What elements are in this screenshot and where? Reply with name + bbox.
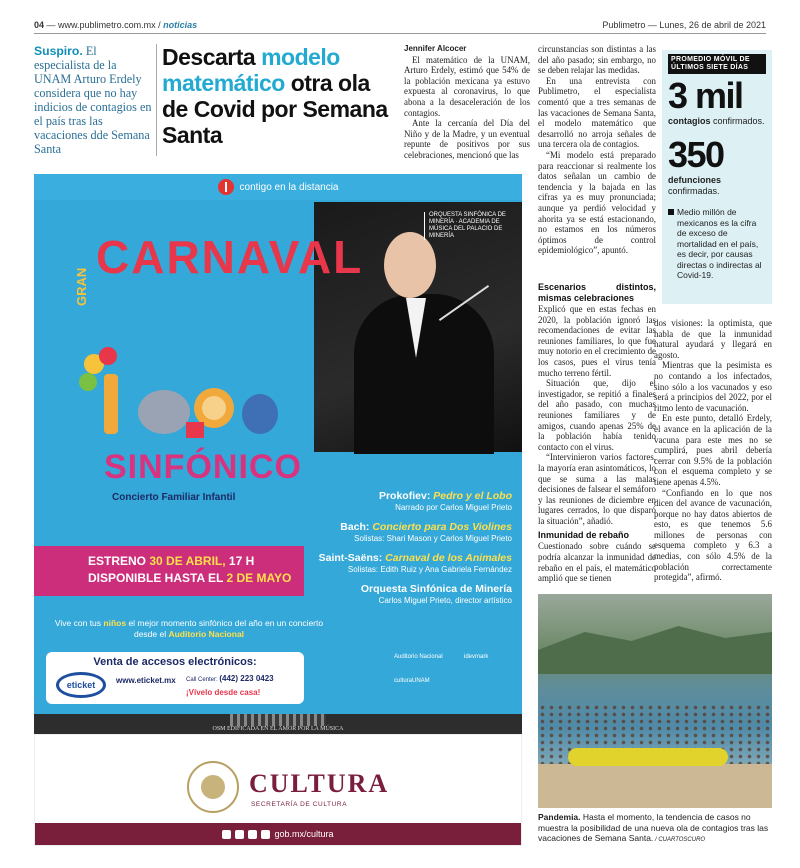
subheading: Escenarios distintos, mismas celebraciones — [538, 282, 656, 303]
stat-contagios: 3 mil — [668, 75, 743, 116]
stats-tag: PROMEDIO MÓVIL DE ÚLTIMOS SIETE DÍAS — [668, 54, 766, 74]
unam-logo-icon — [218, 179, 234, 195]
stats-sidebar — [662, 50, 772, 304]
program-detail: Solistas: Shari Mason y Carlos Miguel Prieto — [354, 534, 512, 543]
osm-logo-text: ORQUESTA SINFÓNICA DE MINERÍA · ACADEMIA DE MÚSICA DEL PALACIO DE MINERÍA — [424, 212, 514, 240]
sand — [538, 764, 772, 808]
balloon-icon — [99, 347, 117, 365]
auditorio-nacional-logo: Auditorio Nacional — [394, 654, 443, 660]
beach-photo — [538, 594, 772, 808]
eticket-logo: eticket — [56, 672, 106, 698]
header-right: Publimetro — Lunes, 26 de abril de 2021 — [602, 20, 766, 30]
headline-part3: otra ola de Covid por Semana Santa — [162, 70, 388, 148]
subheading: Inmunidad de rebaño — [538, 530, 630, 541]
page-number: 04 — [34, 20, 45, 30]
headline-highlight: modelo matemático — [162, 44, 340, 96]
paragraph: “Mi modelo está preparado para reaccionar si realmente los datos señalan un cambio de tendencia y la bajada en las cifras ya es muy pronunciada; aunque ya perdió velocidad y ahorita ya se está estacionando, no estamos en los números óptimos de control epidemiológico”, apuntó. — [538, 149, 656, 256]
page-header — [34, 20, 766, 34]
availability-line: DISPONIBLE HASTA EL 2 DE MAYO — [88, 571, 292, 585]
paragraph: Situación que, dijo el investigador, se repitió a finales del año pasado, con muchas reuniones familiares y de amigos, cuando apenas 25% de la población había tenido contacto con el virus. — [538, 378, 656, 452]
giraffe-icon — [104, 374, 118, 434]
ad-gran: GRAN — [74, 267, 89, 306]
cultura-subtitle: SECRETARÍA DE CULTURA — [251, 801, 348, 808]
program-item-4: Orquesta Sinfónica de Minería — [360, 583, 512, 595]
paragraph: Ante la cercanía del Día del Niño y de la Madre, y un eventual repunte de positivos por sus celebraciones, mencionó que las — [404, 118, 530, 160]
ad-carnaval: CARNAVAL — [96, 231, 364, 283]
brief-summary — [34, 44, 152, 156]
paragraph: circunstancias son distintas a las del año pasado; sin embargo, no se deben relajar las medidas. — [538, 44, 656, 76]
premiere-line: ESTRENO 30 DE ABRIL, 17 H — [88, 554, 255, 568]
section-name: noticias — [163, 20, 198, 30]
program-detail: Carlos Miguel Prieto, director artístico — [378, 596, 512, 605]
program-item-1: Prokofiev: Pedro y el Lobo — [378, 490, 512, 502]
conductor-body — [354, 294, 494, 454]
drum-icon — [186, 422, 204, 438]
ad-sinfonico: SINFÓNICO — [104, 448, 302, 486]
site-url[interactable]: www.publimetro.com.mx — [58, 20, 156, 30]
bird-icon — [242, 394, 278, 434]
bullet-square-icon — [668, 209, 674, 215]
brief-keyword: Suspiro. — [34, 44, 83, 58]
cultura-url[interactable]: gob.mx/cultura — [274, 829, 334, 839]
headline-part1: Descarta — [162, 44, 262, 70]
concert-program — [282, 490, 512, 614]
divider — [156, 44, 157, 156]
paragraph: En una entrevista con Publimetro, el especialista comentó que a tres semanas de las vacaciones de Semana Santa, el modelo matemático que desarrolló no arroja señales de una tercera ola de contagios. — [538, 75, 656, 150]
ad-subtitle: Concierto Familiar Infantil — [112, 492, 236, 503]
paragraph: El matemático de la UNAM, Arturo Erdely, estimó que 54% de la población mexicana ya estuvo expuesta al coronavirus, lo que abona a la desaceleración de los contagios. — [404, 54, 530, 118]
stat-defunciones: 350 — [668, 134, 724, 175]
balloon-icon — [79, 373, 97, 391]
dates-banner — [34, 546, 304, 596]
paragraph: “Intervinieron varios factores, la mayoría eran asintomáticos, lo que se suma a las malas decisiones de falsear el semáforo y las reuniones de diciembre en lugares cerrados, lo que disparó la situación”, añadió. — [538, 452, 656, 526]
photo-caption: Pandemia. Hasta el momento, la tendencia de casos no muestra la posibilidad de una nueva ola de contagios tras las vacaciones de Semana Santa. / CUARTOSCURO — [538, 812, 769, 843]
cultura-unam-logo: culturaUNAM — [394, 678, 430, 684]
palacio-mineria-footer: OSM EDIFICADA EN EL AMOR POR LA MÚSICA — [34, 714, 522, 734]
building-icon — [230, 714, 326, 726]
byline: Jennifer Alcocer — [404, 44, 467, 53]
vivelo-text: ¡Vívelo desde casa! — [186, 688, 261, 697]
youtube-icon[interactable] — [261, 830, 270, 839]
twitter-icon[interactable] — [235, 830, 244, 839]
program-detail: Solistas: Edith Ruiz y Ana Gabriela Fernández — [347, 565, 512, 574]
idevmark-logo: idevmark — [464, 654, 489, 660]
call-center: Call Center: (442) 223 0423 — [186, 674, 274, 683]
concert-advertisement[interactable] — [34, 174, 522, 734]
header-left: 04 — www.publimetro.com.mx / noticias — [34, 20, 198, 30]
banana-boat — [568, 748, 728, 766]
paragraph: Mientras que la pesimista es no contando a los infectados, sino sólo a los vacunados y eso será a principios del 2022, por el ritmo lento de vacunación. — [654, 360, 772, 413]
ticket-sales-box — [46, 652, 304, 704]
stat-defunciones-caption: defunciones confirmadas. — [668, 175, 722, 196]
facebook-icon[interactable] — [222, 830, 231, 839]
cultura-social-bar — [35, 823, 521, 845]
paragraph: Cuestionado sobre cuándo se podría alcanzar la inmunidad de rebaño en el país, el matemático amplió que se tienen — [538, 541, 656, 584]
ticket-sales-title: Venta de accesos electrónicos: — [93, 656, 257, 668]
eticket-url[interactable]: www.eticket.mx — [116, 676, 176, 685]
ad-invite-text: Vive con tus niños el mejor momento sinfónico del año en un concierto desde el Auditorio Nacional — [54, 618, 324, 639]
paragraph: Explicó que en estas fechas en 2020, la población ignoró las recomendaciones de evitar las reuniones familiares, lo que fue muy notorio en el crecimiento de los casos, pues el virus tenía mucho terreno fértil. — [538, 304, 656, 378]
article-column-4 — [654, 318, 772, 583]
conductor-head — [384, 232, 436, 298]
ad-topbar-text: contigo en la distancia — [239, 181, 339, 193]
animals-illustration — [74, 334, 304, 444]
article-column-1 — [404, 44, 530, 161]
hills — [538, 614, 772, 674]
cultura-banner — [34, 734, 522, 846]
stat-contagios-caption: contagios confirmados. — [668, 116, 765, 126]
article-column-3 — [538, 278, 656, 584]
mexico-seal-icon — [187, 761, 239, 813]
article-column-2 — [538, 44, 656, 256]
sponsor-logos — [354, 654, 514, 704]
headline — [162, 44, 398, 148]
paragraph: dos visiones: la optimista, que habla de que la inmunidad natural ayudará y llegará en agosto. — [654, 318, 772, 360]
ad-top-bar — [34, 174, 522, 200]
cultura-title: CULTURA — [249, 769, 390, 798]
paragraph: “Confiando en lo que nos dicen del avance de vacunación, porque no hay datos abiertos de esto, es que tenemos 5.6 millones de personas con esquema completo y 6.3 a medias, con sólo 4.5% de la población correctamente protegida”, afirmó. — [654, 487, 772, 583]
program-detail: Narrado por Carlos Miguel Prieto — [395, 503, 512, 512]
program-item-2: Bach: Concierto para Dos Violines — [340, 521, 512, 533]
brief-text: El especialista de la UNAM Arturo Erdely considera que no hay indicios de contagios en el país tras las vacaciones dde Semana Santa — [34, 44, 152, 156]
stats-note: Medio millón de mexicanos es la cifra de exceso de mortalidad en el país, es decir, por causas directas o indirectas al Covid-19. — [668, 207, 766, 281]
elephant-icon — [138, 390, 190, 434]
program-item-3: Saint-Saëns: Carnaval de los Animales — [318, 552, 512, 564]
instagram-icon[interactable] — [248, 830, 257, 839]
paragraph: En este punto, detalló Erdely, el avance en la aplicación de la vacuna para este mes no se cumplirá, pues abril debería cerrar con 9.5% de la población con el esquema completo y se tiene apenas 4.5%. — [654, 413, 772, 487]
